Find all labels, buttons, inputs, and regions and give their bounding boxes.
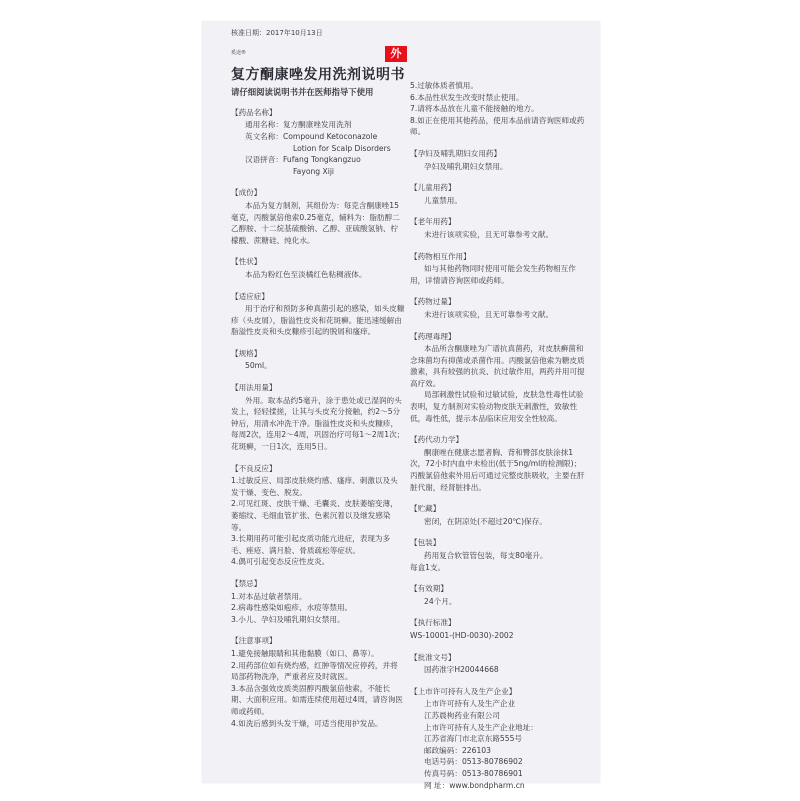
document-title: 复方酮康唑发用洗剂说明书 <box>231 66 405 83</box>
section-text: 本品所含酮康唑为广谱抗真菌药，对皮肤癣菌和念珠菌均有抑菌或杀菌作用。丙酸氯倍他索为糖皮质激素，具有较强的抗炎、抗过敏作用，两药并用可提高疗效。 <box>410 344 585 388</box>
section-drug-name <box>231 107 405 178</box>
section-heading: 【不良反应】 <box>231 463 277 473</box>
section-text: 本品为粉红色至淡橘红色粘稠液体。 <box>245 269 367 279</box>
section-text: 每盒1支。 <box>410 562 446 572</box>
section-heading: 【老年用药】 <box>410 217 456 227</box>
holder-line: 江苏晨枸药业有限公司 <box>424 710 500 720</box>
section-text: 孕妇及哺乳期妇女禁用。 <box>424 161 508 171</box>
section-text: 本品为复方制剂，其组份为：每克含酮康唑15毫克，丙酸氯倍他索0.25毫克，辅料为：脂肪醇二乙醇胺、十二烷基硫酸钠、乙醇、亚硫酸氢钠、柠檬酸、蔗糖硅、纯化水。 <box>231 200 400 245</box>
section-indications <box>231 291 405 338</box>
section-text: WS-10001-(HD-0030)-2002 <box>410 630 514 640</box>
document-subtitle: 请仔细阅读说明书并在医师指导下使用 <box>231 87 374 98</box>
section-heading: 【有效期】 <box>410 584 448 594</box>
section-text: 酮康唑在健康志愿者胸、背和臀部皮肤涂抹1次，72小时内血中未检出(低于5ng/ml的检测限)；丙酸氯倍他索外用后可通过完整皮肤吸收，主要在肝脏代谢，经肾脏排出。 <box>410 447 585 492</box>
section-text: 24个月。 <box>424 596 457 606</box>
list-item: 3.长期用药可能引起皮质功能亢进症，表现为多毛、痤疮、满月脸、骨质疏松等症状。 <box>231 534 391 555</box>
pinyin-name-cont: Fayong Xiji <box>293 166 335 176</box>
external-use-badge: 外 <box>385 46 407 62</box>
list-item: 1.对本品过敏者禁用。 <box>231 591 307 601</box>
list-item: 1.过敏反应、局部皮肤烧灼感、瘙痒、刺激以及头发干燥、变色、脱发。 <box>231 476 398 497</box>
section-heading: 【儿童用药】 <box>410 183 456 193</box>
section-heading: 【贮藏】 <box>410 504 441 514</box>
brand-row <box>231 46 405 62</box>
list-item: 4.如洗后感到头发干燥，可适当使用护发品。 <box>231 718 383 728</box>
english-name: 英文名称：Compound Ketoconazole <box>245 131 378 141</box>
section-heading: 【成份】 <box>231 188 262 198</box>
list-item: 3.小儿、孕妇及哺乳期妇女禁用。 <box>231 614 345 624</box>
approval-date: 核准日期：2017年10月13日 <box>231 29 323 37</box>
section-pharmacokinetics <box>410 434 588 493</box>
generic-name: 通用名称：复方酮康唑发用洗剂 <box>245 120 352 130</box>
section-text: 国药准字H20044668 <box>424 665 499 675</box>
section-heading: 【药品名称】 <box>231 107 277 117</box>
section-precautions-cont <box>410 80 588 138</box>
list-item: 7.请将本品放在儿童不能接触的地方。 <box>410 104 539 114</box>
holder-line: 上市许可持有人及生产企业地址： <box>424 722 538 732</box>
section-text: 药用复合软管管包装，每支80毫升。 <box>424 551 548 560</box>
section-toxicology <box>410 331 588 425</box>
section-standard <box>410 617 588 641</box>
section-heading: 【药代动力学】 <box>410 435 464 445</box>
section-holder <box>410 686 588 791</box>
list-item: 2.可见红斑、皮肤干燥、毛囊炎、皮肤萎缩变薄，萎缩纹、毛细血管扩张、色素沉着以及继发感染等。 <box>231 499 398 532</box>
section-overdose <box>410 296 588 320</box>
holder-line: 传真号码：0513-80786901 <box>424 768 523 778</box>
section-spec <box>231 348 405 372</box>
section-interactions <box>410 251 588 287</box>
section-elderly <box>410 216 588 240</box>
section-heading: 【孕妇及哺乳期妇女用药】 <box>410 148 502 158</box>
section-usage <box>231 382 405 453</box>
section-heading: 【药物相互作用】 <box>410 251 471 261</box>
section-storage <box>410 503 588 527</box>
section-composition <box>231 187 405 246</box>
section-heading: 【包装】 <box>410 538 441 548</box>
holder-line: 电话号码：0513-80786902 <box>424 757 523 767</box>
list-item: 1.避免接触眼睛和其他黏膜（如口、鼻等）。 <box>231 648 379 658</box>
section-heading: 【性状】 <box>231 257 262 267</box>
section-text: 未进行该项实验，且无可靠参考文献。 <box>424 309 554 319</box>
list-item: 6.本品性状发生改变时禁止使用。 <box>410 92 524 102</box>
section-text: 未进行该项实验，且无可靠参考文献。 <box>424 229 554 239</box>
section-approval-number <box>410 652 588 676</box>
section-appearance <box>231 256 405 280</box>
section-heading: 【上市许可持有人及生产企业】 <box>410 686 517 696</box>
section-heading: 【药物过量】 <box>410 297 456 307</box>
section-text: 用于治疗和预防多种真菌引起的感染，如头皮糠疹（头皮屑），脂溢性皮炎和花斑癣。能迅速缓解由脂溢性皮炎和头皮糠疹引起的脱屑和瘙痒。 <box>231 304 405 337</box>
section-text: 外用。取本品约5毫升，涂于患处或已湿润的头发上，轻轻揉搓，让其与头皮充分接触，约2～5分钟后，用清水冲洗干净。脂溢性皮炎和头皮糠疹，每周2次，连用2～4周，巩固治疗可每1～2周1次；花斑癣，一日1次，连用5日。 <box>231 395 405 452</box>
section-heading: 【适应症】 <box>231 291 269 301</box>
english-name-cont: Lotion for Scalp Disorders <box>293 143 391 153</box>
section-heading: 【药理毒理】 <box>410 331 456 341</box>
section-contraindications <box>231 578 405 625</box>
section-heading: 【禁忌】 <box>231 578 262 588</box>
list-item: 3.本品含强效皮质类固醇丙酸氯倍他索，不能长期、大面积应用。如需连续使用超过4周，请咨询医师或药师。 <box>231 683 403 716</box>
list-item: 5.过敏体质者慎用。 <box>410 81 478 90</box>
brand-logo: 奚途® <box>231 49 247 56</box>
section-validity <box>410 583 588 607</box>
pinyin-name: 汉语拼音：Fufang Tongkangzuo <box>245 155 361 165</box>
section-text: 儿童禁用。 <box>424 195 462 205</box>
section-text: 50ml。 <box>245 361 272 371</box>
list-item: 2.病毒性感染如疱疹、水痘等禁用。 <box>231 603 353 613</box>
section-precautions <box>231 635 405 729</box>
right-column <box>410 80 588 801</box>
left-column <box>231 28 405 739</box>
holder-line: 邮政编码：226103 <box>424 745 491 755</box>
list-item: 2.用药部位如有烧灼感，红肿等情况应停药，并将局部药物洗净，严重者应及时就医。 <box>231 660 398 682</box>
section-pregnancy <box>410 148 588 172</box>
section-heading: 【规格】 <box>231 348 262 358</box>
section-heading: 【执行标准】 <box>410 618 456 628</box>
section-heading: 【批准文号】 <box>410 652 456 662</box>
section-text: 密闭，在阴凉处(不超过20℃)保存。 <box>424 516 547 526</box>
holder-line: 上市许可持有人及生产企业 <box>424 699 516 709</box>
section-text: 如与其他药物同时使用可能会发生药物相互作用，详情请咨询医师或药师。 <box>410 264 576 285</box>
holder-line: 江苏省海门市北京东路555号 <box>424 734 523 744</box>
section-adverse-reactions <box>231 463 405 568</box>
section-packaging <box>410 537 588 573</box>
list-item: 8.如正在使用其他药品，使用本品前请咨询医师或药师。 <box>410 115 585 137</box>
list-item: 4.偶可引起变态反应性皮炎。 <box>231 557 330 567</box>
section-text: 局部刺激性试验和过敏试验，皮肤急性毒性试验表明，复方制剂对实验动物皮肤无刺激性，致敏性低，毒性低，提示本品临床应用安全性较高。 <box>410 390 584 423</box>
section-heading: 【注意事项】 <box>231 636 277 646</box>
holder-line: 网 址：www.bondpharm.cn <box>424 780 525 790</box>
section-children <box>410 182 588 206</box>
section-heading: 【用法用量】 <box>231 383 277 393</box>
